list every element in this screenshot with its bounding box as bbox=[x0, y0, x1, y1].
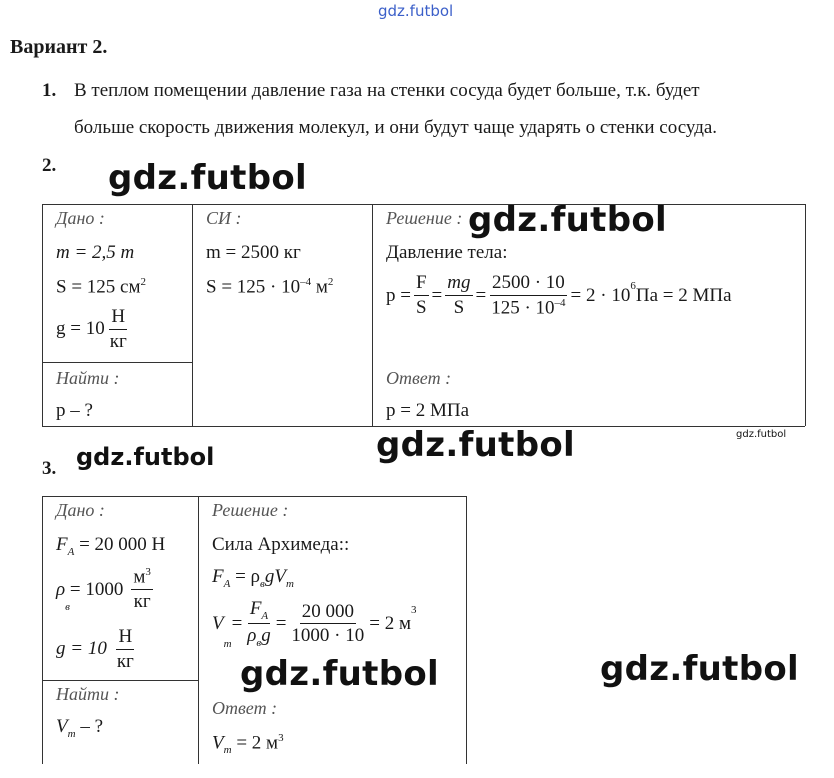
q2-solution-label: Решение : bbox=[386, 208, 463, 228]
q3-answer-label: Ответ : bbox=[212, 698, 278, 718]
q2-find-label: Найти : bbox=[56, 368, 120, 388]
q2-answer-value: p = 2 МПа bbox=[386, 400, 470, 421]
q2-si-mass: m = 2500 кг bbox=[206, 242, 301, 263]
q2-pressure-formula: p = $\frac{F}{S}$ = $\frac{mg}{S}$ = $\frac{2500 \cdot 10}{125 \cdot 10^{-4}}$ = 2 · 10 $^6$ Па = 2 МПа bbox=[386, 272, 732, 319]
q3-archimedes-formula: $F_A = \rho_вgV_т$ bbox=[212, 566, 294, 590]
q3-given-force: $F_A = 20$ 000 Н bbox=[56, 534, 166, 558]
q2-given-area: S = 125 $см^2$ bbox=[56, 276, 146, 298]
q3-volume-formula: V т = $\frac{F_A}{\rho_вg}$ = $\frac{20 000}{1000 \cdot 10}$ = 2 м $^3$ bbox=[212, 598, 417, 650]
page-heading: Вариант 2. bbox=[10, 36, 108, 58]
q1-number: 1. bbox=[42, 80, 57, 101]
q3-given-g: g = 10 $\frac{Н}{кг}$ bbox=[56, 626, 134, 672]
q1-text-line1: В теплом помещении давление газа на стенки сосуда будет больше, т.к. будет bbox=[74, 80, 700, 101]
watermark-5: gdz.futbol bbox=[240, 654, 439, 694]
q2-si-area: $S = 125 \cdot 10^{-4}$ $м^2$ bbox=[206, 276, 334, 298]
q3-find-value: $V_т$ – ? bbox=[56, 716, 103, 740]
watermark-4: gdz.futbol bbox=[76, 443, 215, 471]
watermark-3: gdz.futbol bbox=[376, 425, 575, 465]
q3-answer-value: $V_т = 2$ $м^3$ bbox=[212, 732, 284, 757]
q2-answer-label: Ответ : bbox=[386, 368, 452, 388]
q1-text-line2: больше скорость движения молекул, и они будут чаще ударять о стенки сосуда. bbox=[74, 117, 718, 138]
q3-solution-label: Решение : bbox=[212, 500, 289, 520]
watermark-tiny: gdz.futbol bbox=[736, 429, 787, 440]
q3-given-density: ρ в = 1000 $\frac{м^3}{кг}$ bbox=[56, 566, 151, 614]
watermark-top: gdz.futbol bbox=[378, 2, 454, 20]
q3-given-label: Дано : bbox=[56, 500, 105, 520]
q2-given-g: g = 10 $\frac{Н}{кг}$ bbox=[56, 306, 127, 352]
q3-number: 3. bbox=[42, 458, 57, 479]
q2-find-value: p – ? bbox=[56, 400, 93, 421]
watermark-1: gdz.futbol bbox=[108, 158, 307, 198]
watermark-6: gdz.futbol bbox=[600, 649, 799, 689]
q3-find-label: Найти : bbox=[56, 684, 120, 704]
q2-number: 2. bbox=[42, 155, 57, 176]
q2-solution-text: Давление тела: bbox=[386, 242, 508, 263]
watermark-2: gdz.futbol bbox=[468, 200, 667, 240]
q3-solution-text: Сила Архимеда:: bbox=[212, 534, 350, 555]
q2-given-label: Дано : bbox=[56, 208, 105, 228]
q2-given-mass: m = 2,5 т bbox=[56, 242, 135, 263]
q2-si-label: СИ : bbox=[206, 208, 242, 228]
